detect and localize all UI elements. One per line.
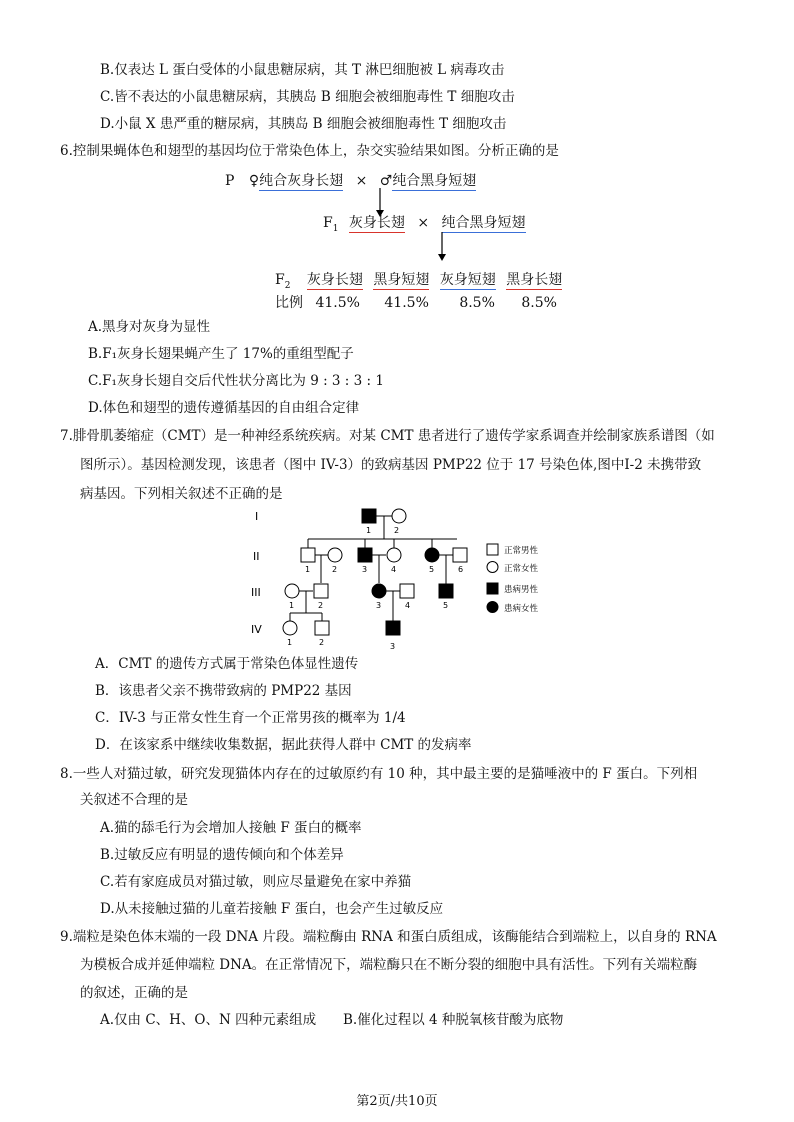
- ind-num: 1: [366, 526, 372, 535]
- ind-num: 3: [390, 642, 396, 651]
- gen-label: I: [255, 510, 259, 523]
- f2-phenotype: 灰身长翅: [306, 272, 363, 288]
- q8-option-c: C.若有家庭成员对猫过敏，则应尽量避免在家中养猫: [100, 874, 412, 890]
- legend-label: 患病女性: [504, 604, 539, 614]
- II-6-normal-male: [453, 548, 467, 562]
- ind-num: 2: [394, 526, 400, 535]
- IV-1-normal-female: [283, 621, 297, 635]
- ratio-value: 8.5%: [521, 295, 557, 311]
- ind-num: 3: [362, 565, 368, 574]
- II-2-normal-female: [328, 548, 342, 562]
- ratio-value: 41.5%: [315, 295, 360, 311]
- q5-option-d: D.小鼠 X 患严重的糖尿病，其胰岛 B 细胞会被细胞毒性 T 细胞攻击: [100, 116, 507, 132]
- ratio-row: [275, 292, 557, 312]
- ind-num: 2: [332, 565, 338, 574]
- q6-option-a: A.黑身对灰身为显性: [88, 319, 211, 335]
- ind-num: 2: [319, 638, 325, 647]
- ind-num: 5: [429, 565, 435, 574]
- q9-stem-line3: 的叙述，正确的是: [80, 985, 188, 1001]
- f2-row: [275, 269, 562, 291]
- f2-phenotype: 黑身长翅: [506, 272, 563, 288]
- p-male: 纯合黑身短翅: [392, 173, 477, 189]
- ratio-value: 41.5%: [384, 295, 429, 311]
- legend-label: 正常男性: [504, 546, 539, 556]
- q7-stem-line1: 7.腓骨肌萎缩症（CMT）是一种神经系统疾病。对某 CMT 患者进行了遗传学家系调查并绘制家族系谱图（如: [60, 428, 715, 444]
- q7-option-c: C．IV-3 与正常女性生育一个正常男孩的概率为 1/4: [95, 710, 406, 726]
- q9-option-b: B.催化过程以 4 种脱氧核苷酸为底物: [343, 1012, 564, 1028]
- legend-label: 患病男性: [504, 585, 539, 595]
- p-label: P: [225, 173, 235, 189]
- I-1-affected-male: [362, 509, 376, 523]
- legend-affected-female-icon: [487, 602, 498, 613]
- p-female: 纯合灰身长翅: [259, 173, 344, 189]
- q7-option-d: D．在该家系中继续收集数据，据此获得人群中 CMT 的发病率: [95, 737, 472, 753]
- female-symbol: ♀: [248, 173, 260, 189]
- page-footer: 第2页/共10页: [356, 1094, 438, 1109]
- II-4-normal-female: [387, 548, 401, 562]
- III-3-affected-female: [372, 584, 386, 598]
- I-2-normal-female: [392, 509, 406, 523]
- q5-option-c: C.皆不表达的小鼠患糖尿病，其胰岛 B 细胞会被细胞毒性 T 细胞攻击: [100, 89, 515, 105]
- male-symbol: ♂: [379, 173, 393, 189]
- ind-num: 5: [443, 601, 449, 610]
- III-4-normal-male: [400, 584, 414, 598]
- q8-option-d: D.从未接触过猫的儿童若接触 F 蛋白，也会产生过敏反应: [100, 901, 444, 917]
- cross-symbol: ×: [355, 173, 368, 189]
- testcross-partner: 纯合黑身短翅: [441, 215, 526, 231]
- q8-stem-line2: 关叙述不合理的是: [80, 792, 188, 808]
- legend-normal-male-icon: [487, 544, 498, 555]
- legend-label: 正常女性: [504, 564, 539, 574]
- q9-option-a: A.仅由 C、H、O、N 四种元素组成: [100, 1012, 317, 1028]
- III-5-affected-male: [439, 584, 453, 598]
- q6-option-c: C.F₁灰身长翅自交后代性状分离比为 9 : 3 : 3 : 1: [88, 373, 384, 389]
- f1-label: $F_1$: [323, 215, 339, 234]
- q8-option-b: B.过敏反应有明显的遗传倾向和个体差异: [100, 847, 344, 863]
- ind-num: 1: [287, 638, 293, 647]
- f1-phenotype: 灰身长翅: [348, 215, 405, 231]
- II-5-affected-female: [425, 548, 439, 562]
- q7-option-b: B．该患者父亲不携带致病的 PMP22 基因: [95, 683, 352, 699]
- q9-stem-line1: 9.端粒是染色体末端的一段 DNA 片段。端粒酶由 RNA 和蛋白质组成，该酶能结合到端粒上，以自身的 RNA: [60, 929, 717, 945]
- f2-phenotype: 灰身短翅: [439, 272, 496, 288]
- legend-normal-female-icon: [487, 562, 498, 573]
- gen-label: II: [253, 550, 260, 563]
- q9-stem-line2: 为模板合成并延伸端粒 DNA。在正常情况下，端粒酶只在不断分裂的细胞中具有活性。下列有关端粒酶: [80, 957, 698, 973]
- ind-num: 4: [391, 565, 397, 574]
- q8-stem-line1: 8.一些人对猫过敏，研究发现猫体内存在的过敏原约有 10 种，其中最主要的是猫唾液中的 F 蛋白。下列相: [60, 766, 698, 782]
- II-1-normal-male: [301, 548, 315, 562]
- f2-phenotype: 黑身短翅: [373, 272, 430, 288]
- III-2-normal-male: [314, 584, 328, 598]
- cross-symbol-2: ×: [417, 215, 430, 231]
- ind-num: 1: [305, 565, 311, 574]
- ratio-label: 比例: [275, 295, 303, 311]
- q6-stem: 6.控制果蝇体色和翅型的基因均位于常染色体上，杂交实验结果如图。分析正确的是: [60, 143, 559, 159]
- q6-option-b: B.F₁灰身长翅果蝇产生了 17%的重组型配子: [88, 346, 354, 362]
- gen-label: III: [251, 586, 261, 599]
- q8-option-a: A.猫的舔毛行为会增加人接触 F 蛋白的概率: [100, 820, 362, 836]
- ratio-value: 8.5%: [459, 295, 495, 311]
- arrow-f1-f2: [436, 232, 448, 262]
- ind-num: 2: [318, 601, 324, 610]
- f2-label: $F_2$: [275, 272, 291, 291]
- ind-num: 4: [405, 601, 411, 610]
- legend-affected-male-icon: [487, 583, 498, 594]
- q7-option-a: A．CMT 的遗传方式属于常染色体显性遗传: [95, 656, 359, 672]
- q6-option-d: D.体色和翅型的遗传遵循基因的自由组合定律: [88, 400, 360, 416]
- ind-num: 6: [458, 565, 464, 574]
- ind-num: 1: [289, 601, 295, 610]
- II-3-affected-male: [358, 548, 372, 562]
- III-1-normal-female: [285, 584, 299, 598]
- pedigree-chart: [245, 503, 555, 653]
- q7-stem-line2: 图所示）。基因检测发现，该患者（图中 IV-3）的致病基因 PMP22 位于 17 号染色体,图中Ⅰ-2 未携带致: [80, 457, 702, 473]
- q7-stem-line3: 病基因。下列相关叙述不正确的是: [80, 486, 283, 502]
- IV-2-normal-male: [315, 621, 329, 635]
- IV-3-affected-male: [386, 621, 400, 635]
- ind-num: 3: [376, 601, 382, 610]
- gen-label: IV: [251, 623, 262, 636]
- q5-option-b: B.仅表达 L 蛋白受体的小鼠患糖尿病，其 T 淋巴细胞被 L 病毒攻击: [100, 62, 505, 78]
